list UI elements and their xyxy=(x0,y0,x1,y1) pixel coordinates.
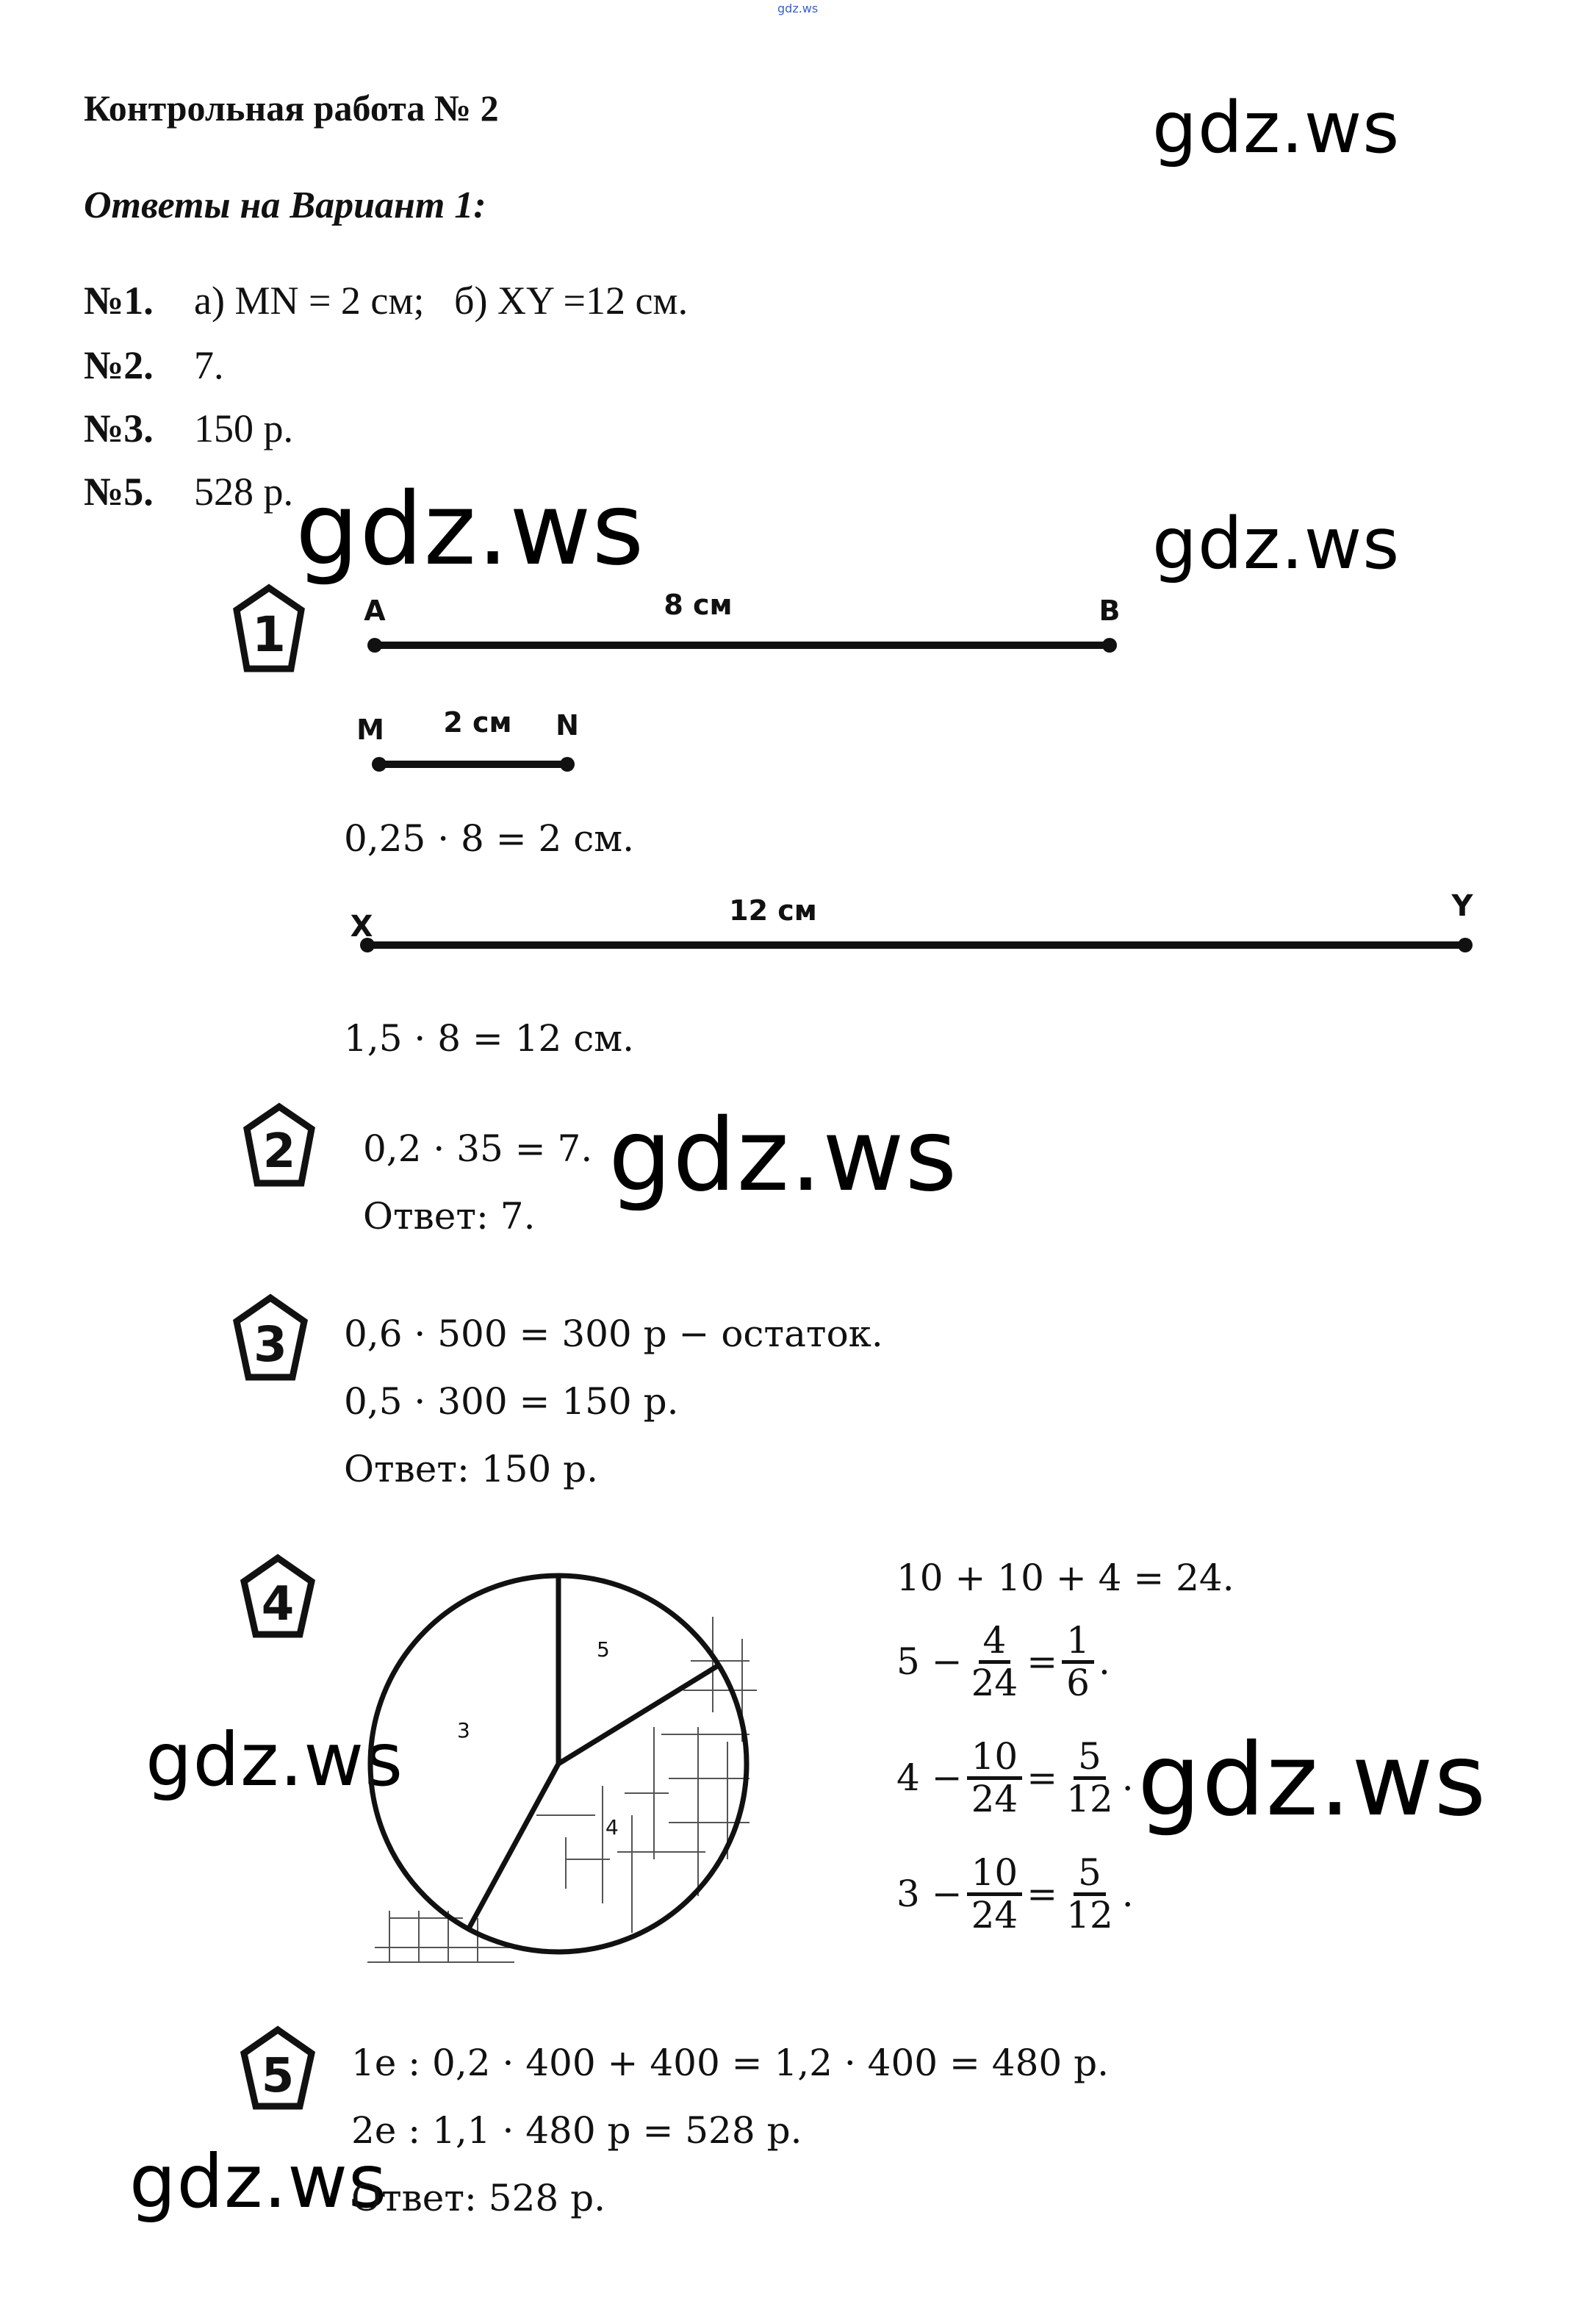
task-4-row-3 xyxy=(896,1853,1134,1934)
label-xy-length: 12 см xyxy=(729,894,817,927)
point-y xyxy=(1458,938,1473,952)
page-title: Контрольная работа № 2 xyxy=(84,87,499,129)
answer-text: 528 р. xyxy=(194,470,293,514)
row-end: . xyxy=(1098,1640,1110,1683)
pie-label-left: 3 xyxy=(457,1718,470,1742)
numerator: 5 xyxy=(1074,1853,1106,1896)
label-n: N xyxy=(556,709,579,742)
fraction xyxy=(967,1621,1023,1702)
answer-row-2 xyxy=(84,342,224,388)
answer-text: а) MN = 2 см; б) XY =12 см. xyxy=(194,279,689,323)
answer-text: 150 р. xyxy=(194,406,293,450)
numerator: 5 xyxy=(1074,1737,1106,1780)
point-m xyxy=(372,757,387,772)
fraction xyxy=(967,1737,1023,1818)
label-m: M xyxy=(356,714,384,746)
fraction xyxy=(1062,1621,1094,1702)
answer-number: №1. xyxy=(84,279,154,323)
point-a xyxy=(367,638,382,653)
grid-hatch xyxy=(367,1617,757,1962)
answer-number: №2. xyxy=(84,343,154,387)
numerator: 1 xyxy=(1062,1621,1094,1664)
equals-sign: = xyxy=(1027,1756,1058,1799)
numerator: 4 xyxy=(979,1621,1011,1664)
task-1-badge xyxy=(232,584,306,675)
task-5-line-2: 2е : 1,1 · 480 р = 528 р. xyxy=(351,2109,802,2152)
tiny-watermark: gdz.ws xyxy=(777,1,819,15)
badge-number: 3 xyxy=(254,1316,287,1373)
badge-number: 1 xyxy=(252,606,286,663)
denominator: 24 xyxy=(971,1661,1018,1704)
label-ab-length: 8 см xyxy=(664,589,733,621)
watermark: gdz.ws xyxy=(1152,503,1401,585)
task-1-calc-2: 1,5 · 8 = 12 см. xyxy=(344,1017,634,1060)
task-4-row-1 xyxy=(896,1621,1110,1702)
denominator: 6 xyxy=(1066,1661,1090,1704)
answer-row-5 xyxy=(84,469,293,514)
row-lhs: 4 − xyxy=(896,1756,963,1799)
task-3-badge xyxy=(232,1293,309,1382)
denominator: 12 xyxy=(1066,1893,1113,1936)
label-x: X xyxy=(350,910,373,944)
badge-number: 2 xyxy=(262,1124,296,1179)
numerator: 10 xyxy=(967,1737,1023,1780)
point-b xyxy=(1102,638,1117,653)
denominator: 24 xyxy=(971,1777,1018,1820)
pie-radius-bottom xyxy=(469,1764,558,1928)
task-4-row-2 xyxy=(896,1737,1134,1818)
watermark: gdz.ws xyxy=(1152,87,1401,169)
label-y: Y xyxy=(1451,889,1473,923)
pie-label-bottom: 4 xyxy=(605,1815,619,1839)
fraction xyxy=(1062,1853,1118,1934)
label-mn-length: 2 см xyxy=(443,706,512,739)
task-1-calc-1: 0,25 · 8 = 2 см. xyxy=(344,817,634,860)
watermark: gdz.ws xyxy=(295,472,645,588)
pie-radius-right xyxy=(558,1665,719,1764)
answer-text: 7. xyxy=(194,343,224,387)
task-3-answer: Ответ: 150 р. xyxy=(344,1448,599,1490)
watermark: gdz.ws xyxy=(608,1098,958,1214)
answer-row-3 xyxy=(84,406,293,451)
task-2-answer: Ответ: 7. xyxy=(363,1195,536,1238)
equals-sign: = xyxy=(1027,1640,1058,1683)
equals-sign: = xyxy=(1027,1873,1058,1915)
row-lhs: 5 − xyxy=(896,1640,963,1683)
task-1-segment-xy xyxy=(345,882,1492,970)
watermark: gdz.ws xyxy=(145,1717,404,1803)
badge-number: 5 xyxy=(261,2049,295,2103)
fraction xyxy=(967,1853,1023,1934)
task-5-badge xyxy=(240,2025,316,2111)
answer-number: №3. xyxy=(84,406,154,450)
task-3-line-2: 0,5 · 300 = 150 р. xyxy=(344,1380,679,1423)
pie-label-top: 5 xyxy=(597,1637,610,1662)
label-b: B xyxy=(1099,595,1121,627)
label-a: A xyxy=(364,595,386,627)
watermark: gdz.ws xyxy=(1137,1723,1487,1839)
badge-number: 4 xyxy=(261,1577,295,1631)
answer-row-1 xyxy=(84,278,688,323)
answer-number: №5. xyxy=(84,470,154,514)
page-subtitle: Ответы на Вариант 1: xyxy=(84,184,486,226)
task-3-line-1: 0,6 · 500 = 300 р − остаток. xyxy=(344,1313,883,1355)
point-n xyxy=(560,757,575,772)
task-4-sum: 10 + 10 + 4 = 24. xyxy=(896,1557,1234,1599)
task-4-badge xyxy=(240,1554,316,1639)
row-lhs: 3 − xyxy=(896,1873,963,1915)
task-4-pie xyxy=(345,1551,786,1992)
denominator: 24 xyxy=(971,1893,1018,1936)
row-end: . xyxy=(1121,1756,1134,1799)
watermark: gdz.ws xyxy=(129,2139,388,2225)
task-2-calc: 0,2 · 35 = 7. xyxy=(363,1127,593,1170)
task-2-badge xyxy=(242,1102,316,1188)
task-5-line-1: 1е : 0,2 · 400 + 400 = 1,2 · 400 = 480 р. xyxy=(351,2042,1110,2084)
row-end: . xyxy=(1121,1873,1134,1915)
task-5-answer: Ответ: 528 р. xyxy=(351,2177,606,2219)
fraction xyxy=(1062,1737,1118,1818)
denominator: 12 xyxy=(1066,1777,1113,1820)
numerator: 10 xyxy=(967,1853,1023,1896)
